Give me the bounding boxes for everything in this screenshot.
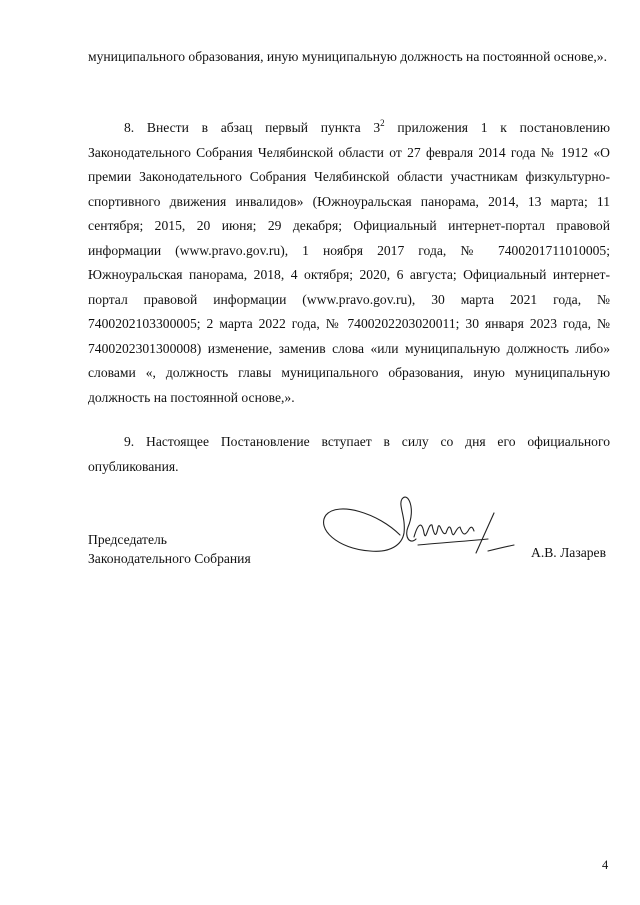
item-8-superscript: 2 (380, 118, 385, 128)
signatory-name: А.В. Лазарев (531, 545, 606, 560)
continuation-text: муниципального образования, иную муниципальную должность на постоянной основе,». (88, 49, 607, 64)
item-9-paragraph (88, 430, 610, 479)
page-number: 4 (602, 858, 609, 872)
item-8-lead: 8. Внести в абзац первый пункта 3 (124, 120, 381, 135)
item-8-body: приложения 1 к постановлению Законодательного Собрания Челябинской области от 27 февраля 2014 года № 1912 «О премии Законодательного Собрания Челябинской области участникам физкультурно-спортивного движения инвалидов» (Южноуральская панорама, 2014, 13 марта; 11 сентября; 2015, 20 июня; 29 декабря; Официальный интернет-портал правовой информации (www.pravo.gov.ru), 1 ноября 2017 года, № 7400201711010005; Южноуральская панорама, 2018, 4 октября; 2020, 6 августа; Официальный интернет-портал правовой информации (www.pravo.gov.ru), 30 марта 2021 года, № 7400202103300005; 2 марта 2022 года, № 7400202203020011; 30 января 2023 года, № 7400202301300008) изменение, заменив слова «или муниципальную должность либо» словами «, должность главы муниципального образования, иную муниципальную должность на постоянной основе,». (88, 120, 610, 405)
signatory-title-line-2: Законодательного Собрания (88, 551, 251, 566)
signatory-title (88, 530, 251, 568)
item-8-paragraph (88, 116, 610, 410)
continuation-paragraph (88, 45, 610, 70)
signatory-title-line-1: Председатель (88, 532, 167, 547)
handwritten-signature-icon (318, 493, 518, 573)
item-9-text: 9. Настоящее Постановление вступает в силу со дня его официального опубликования. (88, 434, 610, 474)
